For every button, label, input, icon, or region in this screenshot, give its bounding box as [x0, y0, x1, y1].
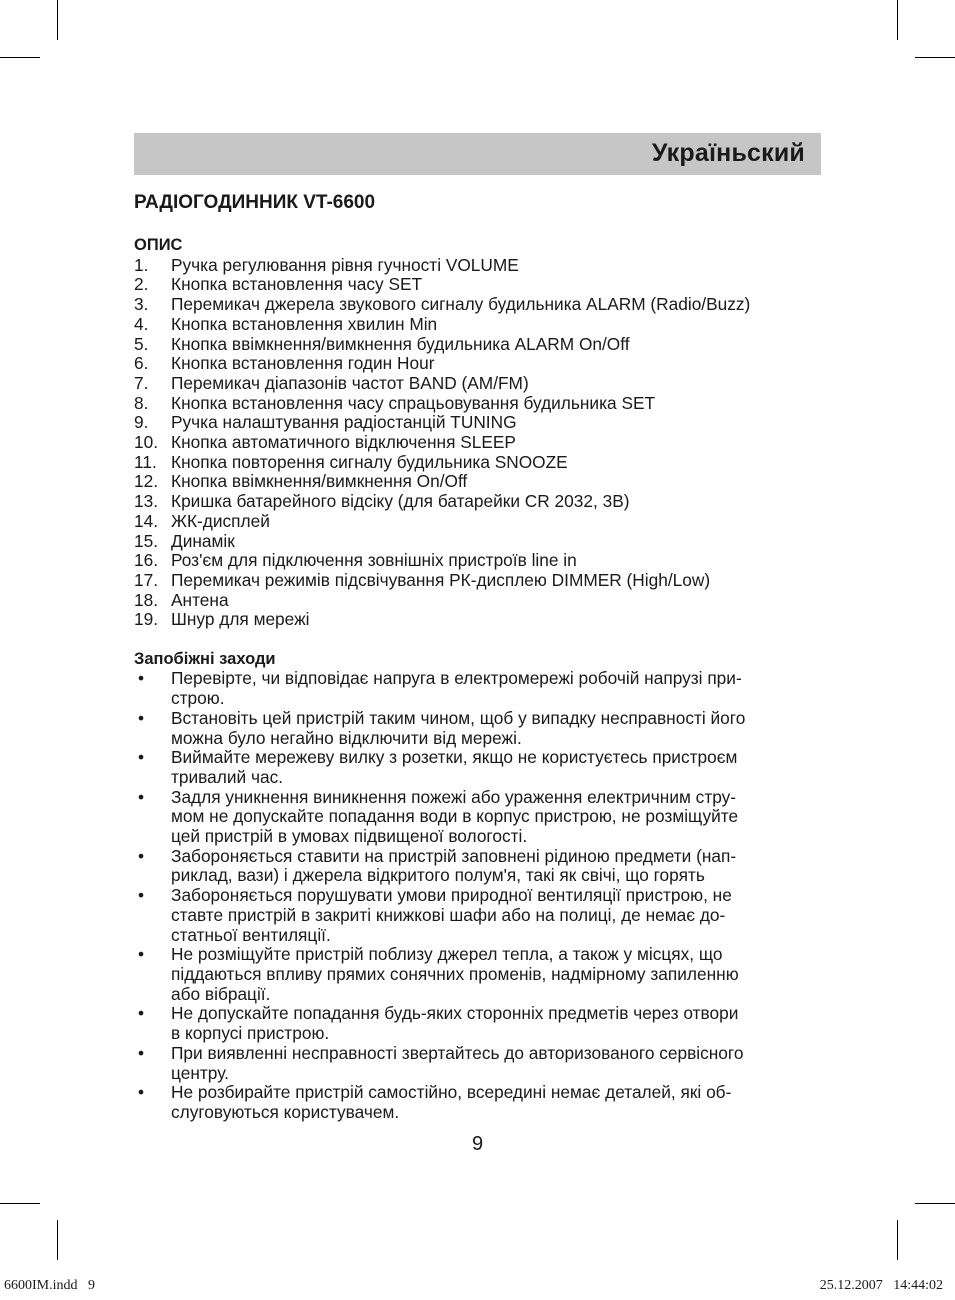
- bullet-icon: •: [138, 707, 145, 728]
- safety-item-line: строю.: [171, 688, 225, 709]
- safety-item: [134, 886, 824, 945]
- safety-item: [134, 788, 824, 847]
- safety-item-line: Перевірте, чи відповідає напруга в електромережі робочій напрузі при-: [171, 668, 742, 689]
- bullet-icon: •: [138, 747, 145, 768]
- item-number: 7.: [134, 372, 149, 393]
- item-text: ЖК-дисплей: [171, 510, 270, 531]
- item-number: 6.: [134, 353, 149, 374]
- item-text: Перемикач джерела звукового сигналу будильника ALARM (Radio/Buzz): [171, 294, 751, 315]
- item-number: 3.: [134, 294, 149, 315]
- document-title: РАДІОГОДИННИК VT-6600: [134, 192, 376, 213]
- item-text: Кришка батарейного відсіку (для батарейки CR 2032, 3В): [171, 491, 630, 512]
- item-number: 2.: [134, 274, 149, 295]
- item-number: 8.: [134, 392, 149, 413]
- safety-item-line: Не допускайте попадання будь-яких сторонніх предметів через отвори: [171, 1003, 739, 1024]
- description-item: [134, 532, 824, 552]
- crop-mark: [57, 0, 58, 40]
- safety-item: [134, 1004, 824, 1043]
- language-title: Україньский: [651, 139, 805, 167]
- safety-item: [134, 1044, 824, 1083]
- safety-item-line: ставте пристрій в закриті книжкові шафи або на полиці, де немає до-: [171, 904, 726, 925]
- item-number: 17.: [134, 569, 159, 590]
- description-item: [134, 413, 824, 433]
- bullet-icon: •: [138, 786, 145, 807]
- safety-item-line: Виймайте мережеву вилку з розетки, якщо не користуєтесь пристроєм: [171, 747, 738, 768]
- safety-item: [134, 748, 824, 787]
- item-text: Динамік: [171, 530, 235, 551]
- item-number: 4.: [134, 313, 149, 334]
- page-content: [134, 236, 824, 1123]
- safety-item: [134, 945, 824, 1004]
- language-header-bar: [134, 133, 821, 175]
- safety-item: [134, 1083, 824, 1122]
- item-text: Ручка регулювання рівня гучності VOLUME: [171, 254, 519, 275]
- item-number: 13.: [134, 491, 159, 512]
- crop-mark: [897, 0, 898, 40]
- description-item: [134, 453, 824, 473]
- safety-item: [134, 709, 824, 748]
- item-number: 15.: [134, 530, 159, 551]
- description-item: [134, 512, 824, 532]
- item-number: 16.: [134, 550, 159, 571]
- safety-item-line: Не розбирайте пристрій самостійно, всередині немає деталей, які об-: [171, 1082, 732, 1103]
- safety-item-line: риклад, вази) і джерела відкритого полум'я, такі як свічі, що горять: [171, 865, 705, 886]
- safety-item-line: або вібрації.: [171, 983, 271, 1004]
- crop-mark: [0, 57, 40, 58]
- description-item: [134, 492, 824, 512]
- item-text: Шнур для мережі: [171, 609, 310, 630]
- description-item: [134, 275, 824, 295]
- item-text: Кнопка ввімкнення/вимкнення будильника ALARM On/Off: [171, 333, 630, 354]
- bullet-icon: •: [138, 1042, 145, 1063]
- item-number: 10.: [134, 432, 159, 453]
- safety-item-line: Встановіть цей пристрій таким чином, щоб у випадку несправності його: [171, 707, 746, 728]
- item-text: Кнопка встановлення годин Hour: [171, 353, 435, 374]
- description-item: [134, 433, 824, 453]
- crop-mark: [915, 57, 955, 58]
- safety-item-line: статньої вентиляції.: [171, 924, 331, 945]
- description-item: [134, 571, 824, 591]
- item-number: 12.: [134, 471, 159, 492]
- item-number: 11.: [134, 451, 157, 472]
- crop-mark: [897, 1220, 898, 1260]
- description-item: [134, 354, 824, 374]
- safety-item-line: Забороняється порушувати умови природної вентиляції пристрою, не: [171, 885, 732, 906]
- crop-mark: [915, 1203, 955, 1204]
- crop-mark: [57, 1220, 58, 1260]
- footer-timestamp: 25.12.2007 14:44:02: [819, 1278, 943, 1293]
- description-item: [134, 374, 824, 394]
- description-item: [134, 591, 824, 611]
- safety-item-line: Забороняється ставити на пристрій заповнені рідиною предмети (нап-: [171, 845, 737, 866]
- section-spacer: [134, 630, 824, 650]
- item-text: Кнопка повторення сигналу будильника SNOOZE: [171, 451, 568, 472]
- item-number: 5.: [134, 333, 149, 354]
- safety-item-line: тривалий час.: [171, 766, 284, 787]
- safety-item-line: в корпусі пристрою.: [171, 1023, 330, 1044]
- safety-item-line: цей пристрій в умовах підвищеної вологості.: [171, 826, 528, 847]
- description-item: [134, 394, 824, 414]
- item-text: Кнопка встановлення часу SET: [171, 274, 423, 295]
- safety-item: [134, 669, 824, 708]
- item-text: Кнопка встановлення часу спрацьовування будильника SET: [171, 392, 656, 413]
- bullet-icon: •: [138, 1082, 145, 1103]
- item-text: Кнопка встановлення хвилин Min: [171, 313, 438, 334]
- item-text: Кнопка автоматичного відключення SLEEP: [171, 432, 516, 453]
- bullet-icon: •: [138, 885, 145, 906]
- item-number: 19.: [134, 609, 159, 630]
- item-text: Кнопка ввімкнення/вимкнення On/Off: [171, 471, 468, 492]
- safety-item-line: мом не допускайте попадання води в корпус пристрою, не розміщуйте: [171, 806, 739, 827]
- item-number: 14.: [134, 510, 159, 531]
- safety-heading: Запобіжні заходи: [134, 649, 276, 668]
- description-item: [134, 295, 824, 315]
- crop-mark: [0, 1203, 40, 1204]
- safety-item-line: слуговуються користувачем.: [171, 1101, 400, 1122]
- safety-item-line: При виявленні несправності звертайтесь до авторизованого сервісного: [171, 1042, 744, 1063]
- description-item: [134, 472, 824, 492]
- item-text: Роз'єм для підключення зовнішніх пристроїв line in: [171, 550, 577, 571]
- safety-item-line: Задля уникнення виникнення пожежі або ураження електричним стру-: [171, 786, 737, 807]
- bullet-icon: •: [138, 668, 145, 689]
- safety-item-line: центру.: [171, 1062, 229, 1083]
- item-number: 9.: [134, 412, 149, 433]
- description-item: [134, 256, 824, 276]
- bullet-icon: •: [138, 944, 145, 965]
- footer-file-info: 6600IM.indd 9: [4, 1278, 95, 1293]
- description-list: [134, 256, 824, 630]
- bullet-icon: •: [138, 1003, 145, 1024]
- item-text: Перемикач діапазонів частот BAND (AM/FM): [171, 372, 529, 393]
- description-item: [134, 610, 824, 630]
- description-item: [134, 335, 824, 355]
- safety-list: [134, 669, 824, 1122]
- item-number: 1.: [134, 254, 149, 275]
- safety-item: [134, 847, 824, 886]
- safety-item-line: Не розміщуйте пристрій поблизу джерел тепла, а також у місцях, що: [171, 944, 723, 965]
- item-text: Антена: [171, 589, 229, 610]
- item-text: Ручка налаштування радіостанцій TUNING: [171, 412, 517, 433]
- description-heading: ОПИС: [134, 236, 183, 254]
- page-number: 9: [471, 1133, 484, 1155]
- description-item: [134, 551, 824, 571]
- description-item: [134, 315, 824, 335]
- item-text: Перемикач режимів підсвічування РК-дисплею DIMMER (High/Low): [171, 569, 711, 590]
- item-number: 18.: [134, 589, 159, 610]
- safety-item-line: можна було негайно відключити від мережі.: [171, 727, 522, 748]
- safety-item-line: піддаються впливу прямих сонячних променів, надмірному запиленню: [171, 964, 739, 984]
- bullet-icon: •: [138, 845, 145, 866]
